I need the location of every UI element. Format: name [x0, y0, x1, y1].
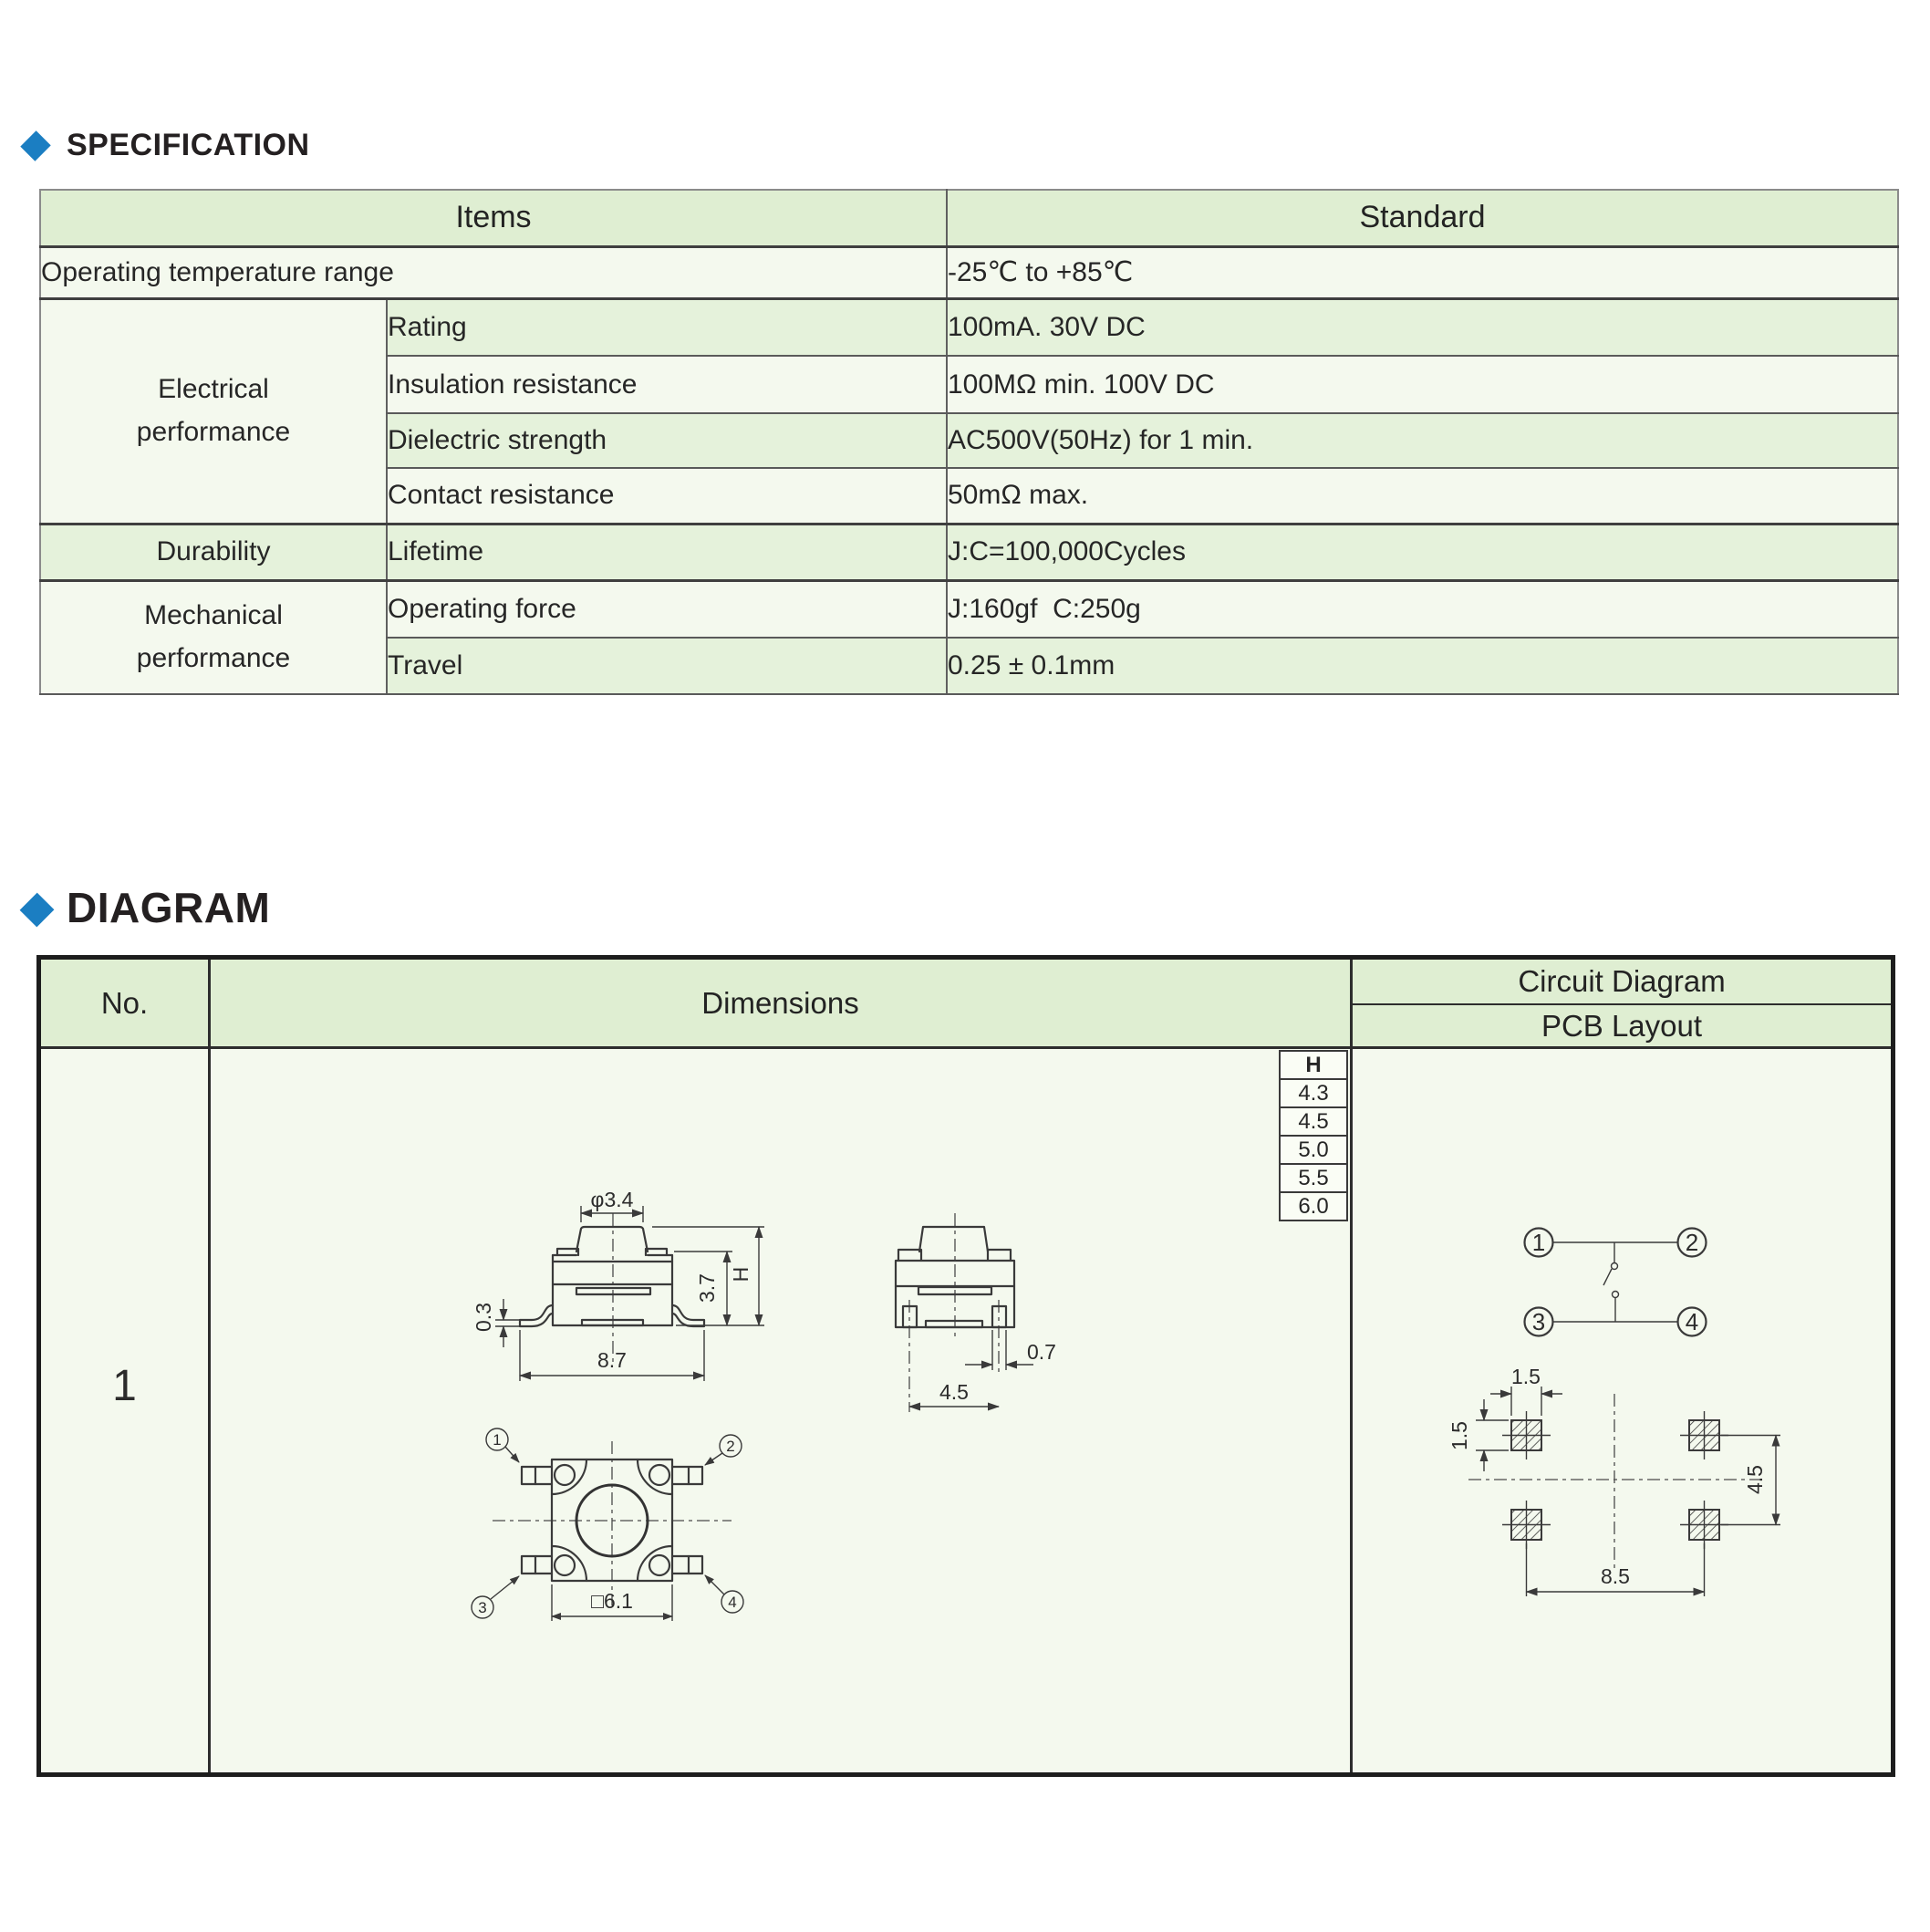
spec-col-items: Items [40, 190, 947, 246]
diagram-row-no: 1 [112, 1362, 137, 1410]
pcb-pad [1502, 1501, 1551, 1549]
spec-cat-mechanical: Mechanical performance [40, 580, 387, 694]
pin-callout-4 [705, 1575, 743, 1613]
svg-text:3: 3 [478, 1599, 487, 1616]
dim-button-dia: φ3.4 [590, 1188, 634, 1211]
switch-contact-symbol [1603, 1242, 1619, 1322]
spec-item-force: Operating force [387, 580, 947, 638]
dim-lead-spacing: 4.5 [939, 1380, 969, 1404]
pcb-pad [1502, 1411, 1551, 1459]
circuit-pin-1: 1 [1531, 1229, 1546, 1256]
dim-body-height: 3.7 [695, 1273, 719, 1303]
diagram-col-circuit: Circuit Diagram [1518, 964, 1726, 998]
spec-value-insulation: 100MΩ min. 100V DC [947, 356, 1898, 413]
svg-text:4: 4 [728, 1594, 737, 1611]
dim-pad-width: 1.5 [1511, 1365, 1541, 1388]
diagram-col-no: No. [100, 985, 149, 1020]
circuit-pin-2: 2 [1685, 1229, 1699, 1256]
pin-callout-1 [486, 1428, 519, 1462]
dim-col-spacing: 8.5 [1601, 1564, 1630, 1588]
diagram-col-dimensions: Dimensions [701, 985, 859, 1020]
svg-text:2: 2 [726, 1438, 735, 1455]
spec-item-contact: Contact resistance [387, 468, 947, 524]
dim-row-spacing: 4.5 [1743, 1465, 1767, 1494]
no-column-divider [208, 960, 211, 1772]
h-table-value: 5.5 [1281, 1165, 1346, 1193]
specification-title: SPECIFICATION [67, 128, 310, 162]
spec-item-insulation: Insulation resistance [387, 356, 947, 413]
specification-table [39, 189, 1899, 695]
spec-item-rating: Rating [387, 298, 947, 356]
circuit-diagram-drawing [1505, 1215, 1724, 1343]
diamond-bullet-icon [20, 130, 50, 161]
dimensions-column-divider [1350, 960, 1353, 1772]
spec-value-temp: -25℃ to +85℃ [947, 246, 1898, 298]
spec-item-travel: Travel [387, 638, 947, 694]
dim-total-height: H [729, 1266, 752, 1283]
spec-item-lifetime: Lifetime [387, 524, 947, 580]
circuit-pin-3: 3 [1531, 1308, 1546, 1335]
front-view-drawing [472, 1179, 789, 1393]
svg-text:1: 1 [493, 1431, 502, 1449]
diagram-col-pcb: PCB Layout [1541, 1008, 1703, 1043]
height-options-table [1279, 1050, 1348, 1221]
spec-value-dielectric: AC500V(50Hz) for 1 min. [947, 413, 1898, 468]
diagram-table [36, 955, 1895, 1777]
diamond-bullet-icon [20, 893, 55, 928]
spec-value-lifetime: J:C=100,000Cycles [947, 524, 1898, 580]
spec-col-standard: Standard [947, 190, 1898, 246]
spec-item-temp: Operating temperature range [40, 246, 947, 298]
spec-value-rating: 100mA. 30V DC [947, 298, 1898, 356]
h-table-value: 4.5 [1281, 1108, 1346, 1137]
spec-cat-durability: Durability [40, 524, 387, 580]
h-table-header: H [1281, 1052, 1346, 1080]
spec-value-contact: 50mΩ max. [947, 468, 1898, 524]
dim-pad-height: 1.5 [1448, 1421, 1471, 1450]
spec-value-force: J:160gf C:250g [947, 580, 1898, 638]
pin-callout-2 [705, 1435, 742, 1465]
dim-lead-width: 0.7 [1027, 1340, 1056, 1364]
spec-value-travel: 0.25 ± 0.1mm [947, 638, 1898, 694]
pcb-layout-drawing [1450, 1357, 1792, 1604]
top-view-drawing [461, 1418, 752, 1628]
h-table-value: 6.0 [1298, 1194, 1329, 1219]
h-table-value: 4.3 [1281, 1080, 1346, 1108]
spec-cat-electrical: Electrical performance [40, 298, 387, 524]
diagram-title: DIAGRAM [67, 884, 271, 931]
dim-base-size: □6.1 [591, 1589, 633, 1613]
dim-lead-thickness: 0.3 [472, 1303, 495, 1332]
circuit-pin-4: 4 [1685, 1308, 1699, 1335]
dim-overall-width: 8.7 [597, 1348, 627, 1372]
side-view-drawing [848, 1213, 1072, 1418]
pin-callout-3 [472, 1576, 519, 1618]
spec-item-dielectric: Dielectric strength [387, 413, 947, 468]
h-table-value: 5.0 [1281, 1137, 1346, 1165]
